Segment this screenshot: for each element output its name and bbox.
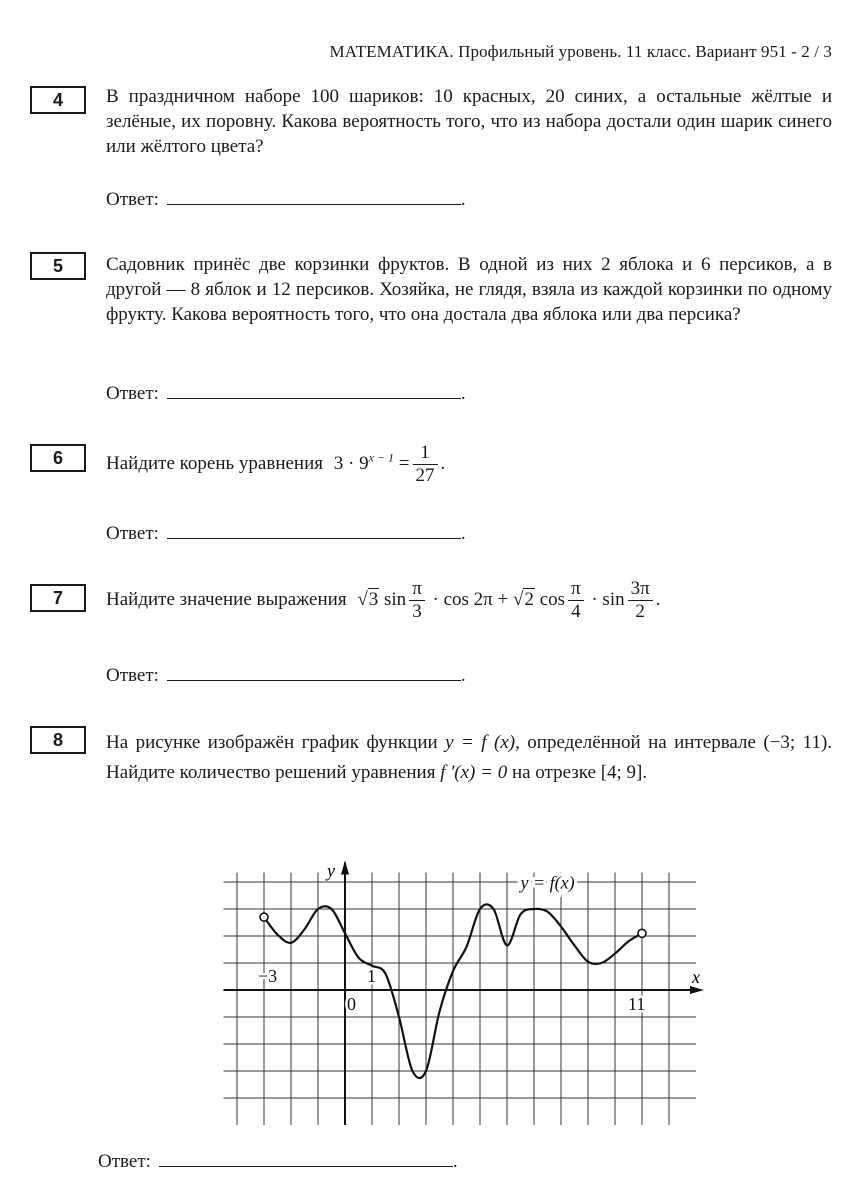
x-axis-label: x [692,967,700,987]
answer-label: Ответ: [98,1151,151,1172]
answer-field[interactable]: Ответ: . [106,189,466,210]
answer-label: Ответ: [106,523,159,544]
answer-label: Ответ: [106,665,159,686]
page-header: МАТЕМАТИКА. Профильный уровень. 11 класс. Вариант 951 - 2 / 3 [329,42,832,61]
open-endpoint-left [260,913,268,921]
task-number: 5 [30,252,86,280]
task-prompt: Найдите корень уравнения [106,452,324,474]
equation: $3 \cdot 9^{x - 1}$ = $\frac{1}{27}$ . [333,442,446,486]
task-text [106,578,832,623]
x-axis-arrow [690,986,704,994]
open-endpoint-right [638,929,646,937]
interval: (−3; 11). [763,732,833,753]
task-prompt: Найдите значение выражения [106,588,347,610]
task-text [106,442,832,487]
task-number: 6 [30,444,86,472]
answer-label: Ответ: [106,383,159,404]
function-notation: y = f (x), [445,732,520,753]
task-text: В праздничном наборе 100 шариков: 10 красных, 20 синих, а остальные жёлтые и зелёные, их поровну. Какова вероятность того, что из набора достали один шарик синего или жёлтого цвета? [106,86,832,157]
y-axis-arrow [341,861,349,875]
graph-title: y = f(x) [520,872,575,893]
tick-label: 11 [628,994,646,1014]
answer-line[interactable] [167,664,461,681]
task-number: 4 [30,86,86,114]
segment: [4; 9]. [600,762,648,783]
expression: √3 sin $\frac{\pi}{3}$ · cos 2π + √2 cos $\frac{\pi}{4}$ · sin $\frac{3\pi}{2}$ . [357,578,661,622]
task-text: Садовник принёс две корзинки фруктов. В одной из них 2 яблока и 6 персиков, а в другой — 8 яблок и 12 персиков. Хозяйка, не глядя, взяла из каждой корзинки по одному фрукту. Какова вероятность того, что она достала два яблока или два персика? [106,254,832,325]
answer-field[interactable]: Ответ: . [98,1151,458,1172]
function-graph [210,842,700,1124]
answer-line[interactable] [167,522,461,539]
task-number: 8 [30,726,86,754]
task-number: 7 [30,584,86,612]
tick-label: −3 [258,966,278,986]
answer-field[interactable]: Ответ: . [106,383,466,404]
answer-line[interactable] [167,382,461,399]
answer-field[interactable]: Ответ: . [106,665,466,686]
answer-line[interactable] [159,1150,453,1167]
answer-line[interactable] [167,188,461,205]
tick-label: 1 [367,966,376,986]
answer-field[interactable]: Ответ: . [106,523,466,544]
derivative-equation: f '(x) = 0 [440,762,508,783]
answer-label: Ответ: [106,189,159,210]
fraction: $\frac{1}{27}$ [413,442,438,487]
y-axis-label: y [327,860,335,881]
task-text: На рисунке изображён график функции y = f (x), определённой на интервале (−3; 11). Найдите количество решений уравнения f '(x) = 0 на отрезке [4; 9]. [106,732,833,783]
tick-label: 0 [347,994,356,1014]
